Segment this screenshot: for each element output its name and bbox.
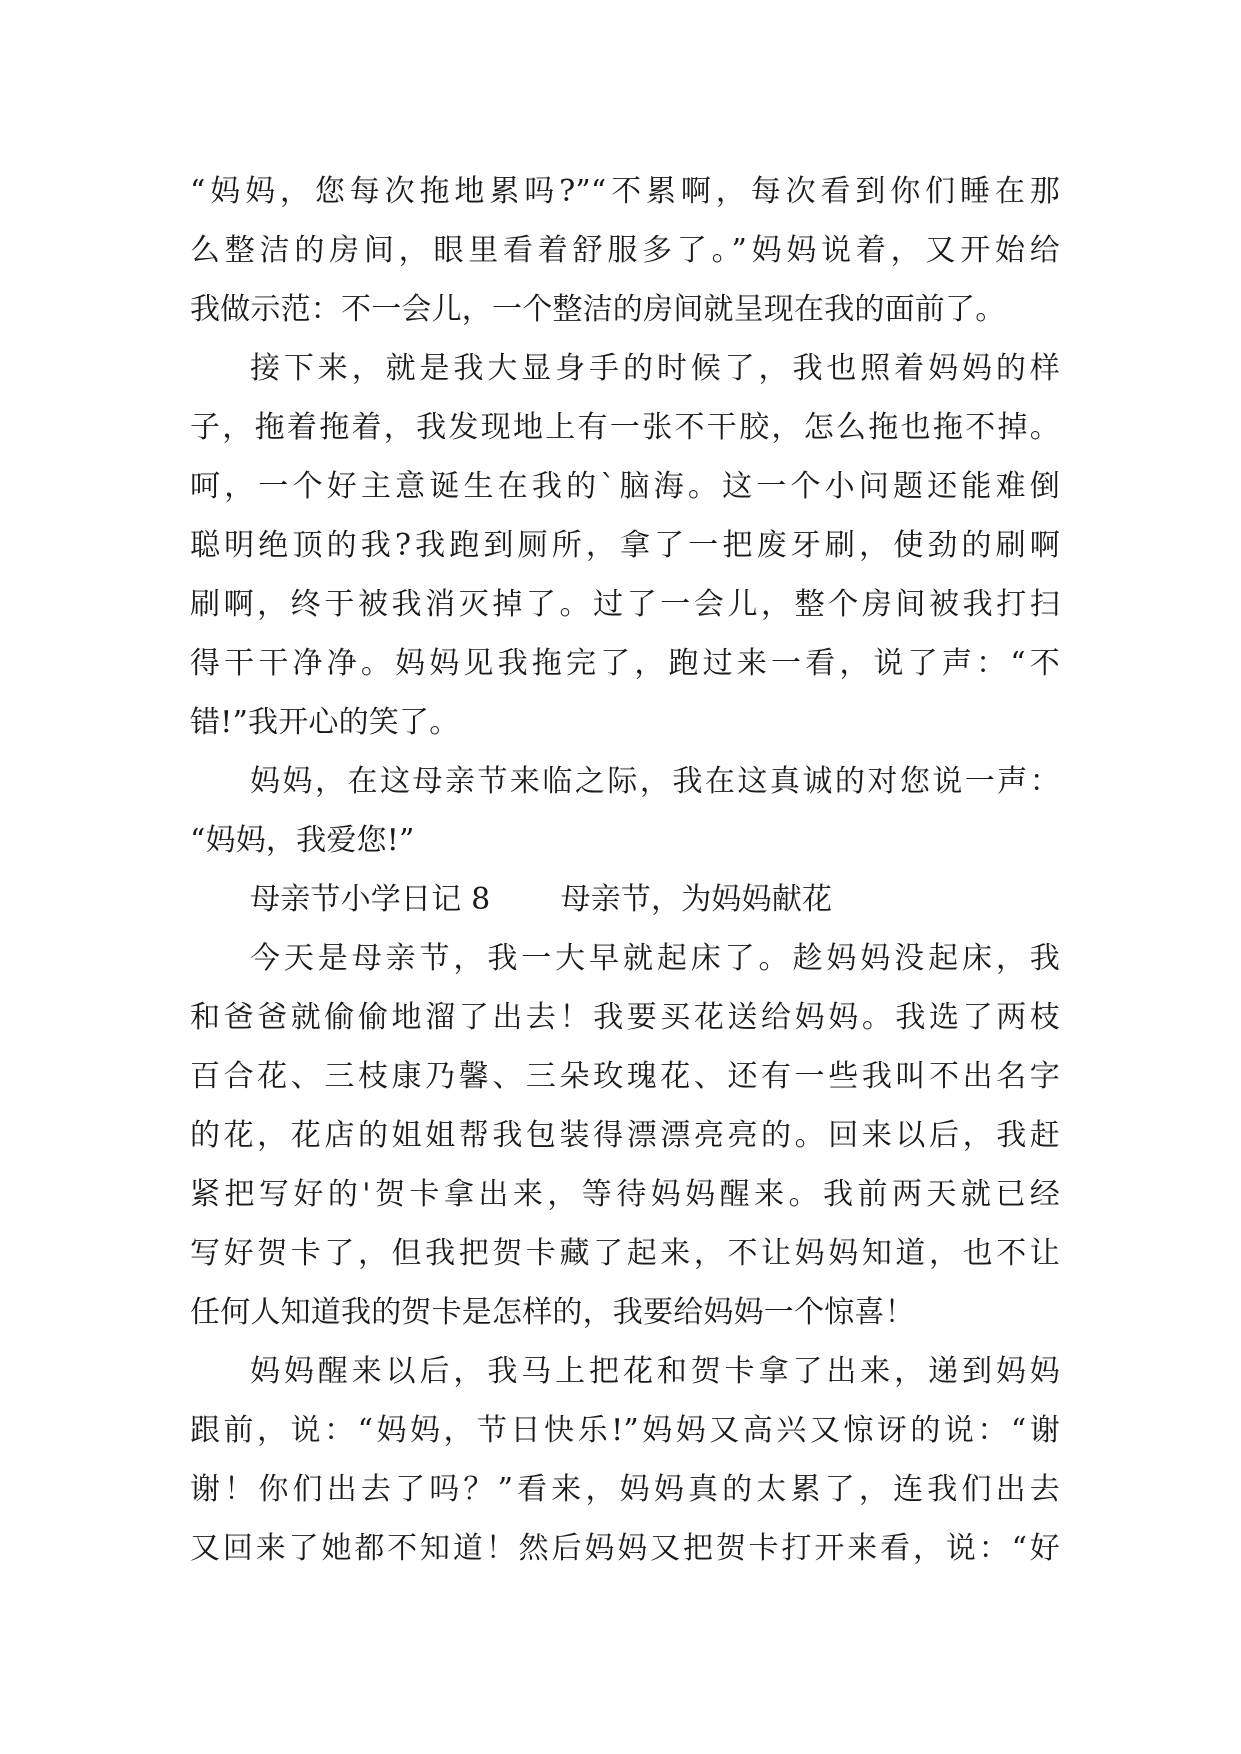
text-line: “妈妈，您每次拖地累吗?”“不累啊，每次看到你们睡在那	[190, 174, 1060, 209]
text-line: 聪明绝顶的我?我跑到厕所，拿了一把废牙刷，使劲的刷啊	[190, 528, 1060, 563]
text-line: 妈妈，在这母亲节来临之际，我在这真诚的对您说一声：	[250, 764, 1060, 799]
text-line: 我做示范：不一会儿，一个整洁的房间就呈现在我的面前了。	[190, 292, 1006, 327]
text-line: 今天是母亲节，我一大早就起床了。趁妈妈没起床，我	[250, 941, 1060, 976]
heading-title: 母亲节小学日记 8	[250, 882, 491, 917]
text-line: 呵，一个好主意诞生在我的`脑海。这一个小问题还能难倒	[190, 469, 1060, 504]
text-line: “妈妈，我爱您!”	[190, 823, 415, 858]
heading-subtitle: 母亲节，为妈妈献花	[560, 882, 833, 917]
text-line: 接下来，就是我大显身手的时候了，我也照着妈妈的样	[250, 351, 1060, 386]
text-line: 的花，花店的姐姐帮我包装得漂漂亮亮的。回来以后，我赶	[190, 1118, 1060, 1153]
text-line: 得干干净净。妈妈见我拖完了，跑过来一看，说了声：“不	[190, 646, 1060, 681]
text-line: 么整洁的房间，眼里看着舒服多了。”妈妈说着，又开始给	[190, 233, 1060, 268]
text-line: 错!”我开心的笑了。	[190, 705, 460, 740]
text-line: 跟前，说：“妈妈，节日快乐!”妈妈又高兴又惊讶的说：“谢	[190, 1413, 1060, 1448]
text-line: 写好贺卡了，但我把贺卡藏了起来，不让妈妈知道，也不让	[190, 1236, 1060, 1271]
text-line: 任何人知道我的贺卡是怎样的，我要给妈妈一个惊喜！	[190, 1295, 915, 1330]
text-line: 和爸爸就偷偷地溜了出去！我要买花送给妈妈。我选了两枝	[190, 1000, 1060, 1035]
section-heading	[190, 870, 1060, 929]
text-line: 紧把写好的'贺卡拿出来，等待妈妈醒来。我前两天就已经	[190, 1177, 1060, 1212]
text-line: 百合花、三枝康乃馨、三朵玫瑰花、还有一些我叫不出名字	[190, 1059, 1060, 1094]
text-line: 子，拖着拖着，我发现地上有一张不干胶，怎么拖也拖不掉。	[190, 410, 1060, 445]
document-body	[190, 162, 1060, 1578]
text-line: 谢！你们出去了吗？”看来，妈妈真的太累了，连我们出去	[190, 1472, 1060, 1507]
text-line: 妈妈醒来以后，我马上把花和贺卡拿了出来，递到妈妈	[250, 1354, 1060, 1389]
text-line: 刷啊，终于被我消灭掉了。过了一会儿，整个房间被我打扫	[190, 587, 1060, 622]
text-line: 又回来了她都不知道！然后妈妈又把贺卡打开来看，说：“好	[190, 1531, 1060, 1566]
